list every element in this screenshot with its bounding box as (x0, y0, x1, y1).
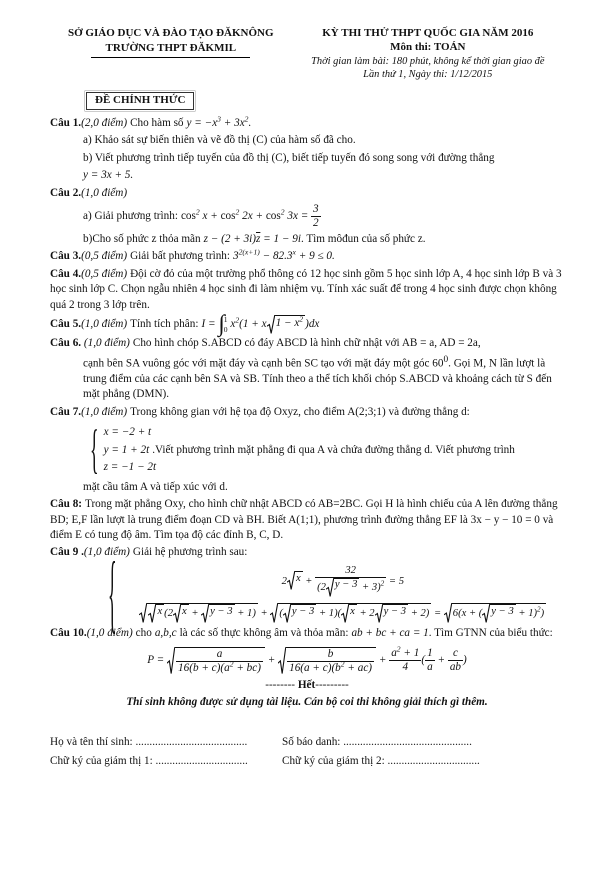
formula: a,b,c (154, 627, 177, 640)
question-points: (1,0 điểm) (81, 318, 128, 331)
formula: $\cos^2 x + \cos^2 2x + \cos^2 3x$ = $\frac{3}{2}$ (180, 203, 319, 229)
candidate-number-field: Số báo danh: .............................................. (282, 735, 472, 748)
question-7-tail: mặt cầu tâm A và tiếp xúc với d. (83, 480, 228, 493)
question-text: . Gọi M, N lần lượt là trung điểm của các cạnh bên SA và SB. Tính theo a thể tích khối chóp S.ABCD và khoảng cách từ S đến mặt phẳng (DMN). (83, 357, 552, 401)
degree-superscript: 0 (443, 354, 449, 365)
question-6-heading (50, 336, 564, 351)
formula: P = $\frac{a}{16(b + c)(a^2 + bc)}$ + $\frac{b}{16(a + c)(b^2 + ac)}$ + $\frac{a^2 + 1}{4}$ ( $\frac{1}{a}$ + $\frac{c}{ab}$ ) (147, 644, 467, 674)
question-text: b)Cho số phức z thỏa mãn (83, 232, 201, 245)
formula: z = −1 − 2t (103, 461, 157, 474)
question-text: . Tìm GTNN của biểu thức: (428, 627, 553, 640)
field-row-2 (50, 754, 564, 769)
question-text: Trong mặt phẳng Oxy, cho hình chữ nhật ABCD có AB=2BC. Gọi H là hình chiếu của A lên đường thẳng BD; E,F lần lượt là trung điểm đoạn CD và BH. Biết A(1;1), phương trình đường thẳng EF là 3x − y − 10 = 0 và điểm E có tung độ âm. Tìm tọa độ các đỉnh B, C, D. (50, 498, 558, 541)
department-name: SỞ GIÁO DỤC VÀ ĐÀO TẠO ĐĂKNÔNG (68, 27, 274, 39)
question-label: Câu 6. (50, 337, 82, 350)
question-text: cho (135, 627, 152, 640)
formula: $y = -x^3 + 3x^2$. (186, 114, 252, 129)
question-points: (0,5 điểm) (81, 250, 128, 263)
question-points: (0,5 điểm) (81, 267, 128, 280)
question-text: . Tìm môđun của số phức z. (300, 232, 426, 245)
question-label: Câu 8: (50, 498, 83, 511)
document-header (50, 26, 564, 82)
system-brace: { (108, 543, 117, 642)
question-text: Đội cờ đỏ của một trường phổ thông có 12 học sinh gồm 5 học sinh lớp A, 4 học sinh lớp B và 3 học sinh lớp C. Chọn ngẫu nhiên 4 học sinh đi làm nhiệm vụ. Tính xác suất để trong 4 học sinh được chọn không quá 2 trong 3 lớp trên. (50, 267, 562, 311)
question-2-heading (50, 186, 564, 201)
formula: y = 3x + 5. (83, 169, 134, 182)
question-3 (50, 249, 564, 264)
question-1b-formula-line (83, 168, 564, 183)
formula: y = 1 + 2t (103, 443, 150, 456)
question-text: Trong không gian với hệ tọa độ Oxyz, cho điểm A(2;3;1) và đường thẳng d: (130, 405, 470, 418)
question-label: Câu 3. (50, 250, 82, 263)
proctor2-signature-field: Chữ ký của giám thị 2: ................................. (282, 755, 480, 767)
question-points: (1,0 điểm) (86, 627, 133, 640)
exam-title: KỲ THI THỬ THPT QUỐC GIA NĂM 2016 (322, 27, 534, 39)
field-row-1 (50, 735, 564, 750)
question-1-heading (50, 116, 564, 131)
question-10-heading (50, 626, 564, 641)
system-equations (122, 565, 564, 624)
question-8 (50, 497, 564, 543)
end-dashes-left: -------- (265, 678, 296, 691)
question-points: (1,0 điểm) (83, 337, 130, 350)
question-text: .Viết phương trình mặt phẳng đi qua A và chứa đường thẳng d. Viết phương trình (152, 443, 515, 456)
exam-date: Lần thứ 1, Ngày thi: 1/12/2015 (363, 69, 493, 81)
exam-duration: Thời gian làm bài: 180 phút, không kể thời gian giao đề (311, 55, 545, 67)
school-name: TRƯỜNG THPT ĐĂKMIL (91, 41, 250, 58)
question-4 (50, 267, 564, 313)
end-word: Hết (297, 678, 316, 691)
question-label: Câu 10. (50, 627, 87, 640)
question-9-heading (50, 545, 564, 560)
system-equations (104, 423, 564, 477)
question-text: a) Giải phương trình: (83, 210, 178, 223)
formula: $z - (2 + 3i)\overline{z} = 1 - 9i$ (203, 232, 301, 245)
official-label-row (86, 92, 564, 110)
formula: 2 x + 32 (2 y − 3 + 3)$^2$ = 5 (282, 576, 404, 587)
candidate-name-field: Họ và tên thí sinh: ........................................ (50, 735, 248, 748)
question-1a: a) Khảo sát sự biến thiên và vẽ đồ thị (C) của hàm số đã cho. (83, 134, 356, 147)
question-label: Câu 2. (50, 186, 82, 199)
candidate-fields (50, 735, 564, 770)
question-text: Giải hệ phương trình sau: (132, 546, 248, 559)
proctor1-signature-field: Chữ ký của giám thị 1: ................................. (50, 755, 248, 767)
header-left-block (50, 26, 292, 58)
question-points: (1,0 điểm) (81, 186, 128, 199)
question-text: cạnh bên SA vuông góc với mặt đáy và cạnh bên SC tạo với mặt đáy một góc 60 (83, 357, 444, 370)
official-exam-badge: ĐỀ CHÍNH THỨC (86, 92, 194, 110)
question-6-body (83, 354, 564, 403)
exam-rules-note: Thí sinh không được sử dụng tài liệu. Cán bộ coi thi không giải thích gì thêm. (126, 696, 488, 709)
question-label: Câu 7. (50, 405, 82, 418)
question-label: Câu 9 . (50, 546, 84, 559)
end-marker (50, 678, 564, 693)
question-label: Câu 4. (50, 267, 82, 280)
end-dashes-right: --------- (315, 678, 349, 691)
question-points: (1,0 điểm) (81, 405, 128, 418)
question-text: Cho hình chóp S.ABCD có đáy ABCD là hình chữ nhật với AB = a, AD = 2a, (132, 337, 481, 350)
question-label: Câu 5. (50, 318, 82, 331)
question-1b (83, 151, 564, 166)
question-text: Giải bất phương trình: (130, 250, 230, 263)
formula: $3^{2(x+1)} - 82.3^x + 9 \le 0$. (233, 247, 335, 263)
question-5 (50, 311, 564, 338)
header-right-block (292, 26, 564, 82)
formula: I = ∫ 1 0 $x^2(1 + x$ $1 - x^2$ )dx (201, 311, 320, 338)
question-text: là các số thực không âm và thỏa mãn: (179, 627, 349, 640)
formula: ab + bc + ca = 1 (351, 627, 429, 640)
question-text: Tính tích phân: (130, 318, 199, 331)
system-brace: { (90, 419, 99, 480)
question-label: Câu 1. (50, 116, 82, 129)
question-text: b) Viết phương trình tiếp tuyến của đồ thị (C), biết tiếp tuyến đó song song với đường thẳng (83, 151, 495, 164)
question-2a (83, 203, 564, 230)
question-points: (2,0 điểm) (81, 116, 128, 129)
question-points: (1,0 điểm) (83, 546, 130, 559)
equation-system-q7 (90, 419, 564, 480)
question-text: Cho hàm số (130, 116, 184, 129)
question-7-heading (50, 405, 564, 420)
formula: x = −2 + t (103, 426, 152, 439)
exam-subject: Môn thi: TOÁN (390, 41, 466, 54)
formula: x (2 x + y − 3 + 1) + ( y − 3 + 1)( x + 2 y − 3 + 2) = 6(x + ( y − 3 + 1)$^2$) (139, 608, 546, 619)
question-10-main-formula (50, 644, 564, 675)
question-2b (83, 232, 564, 247)
